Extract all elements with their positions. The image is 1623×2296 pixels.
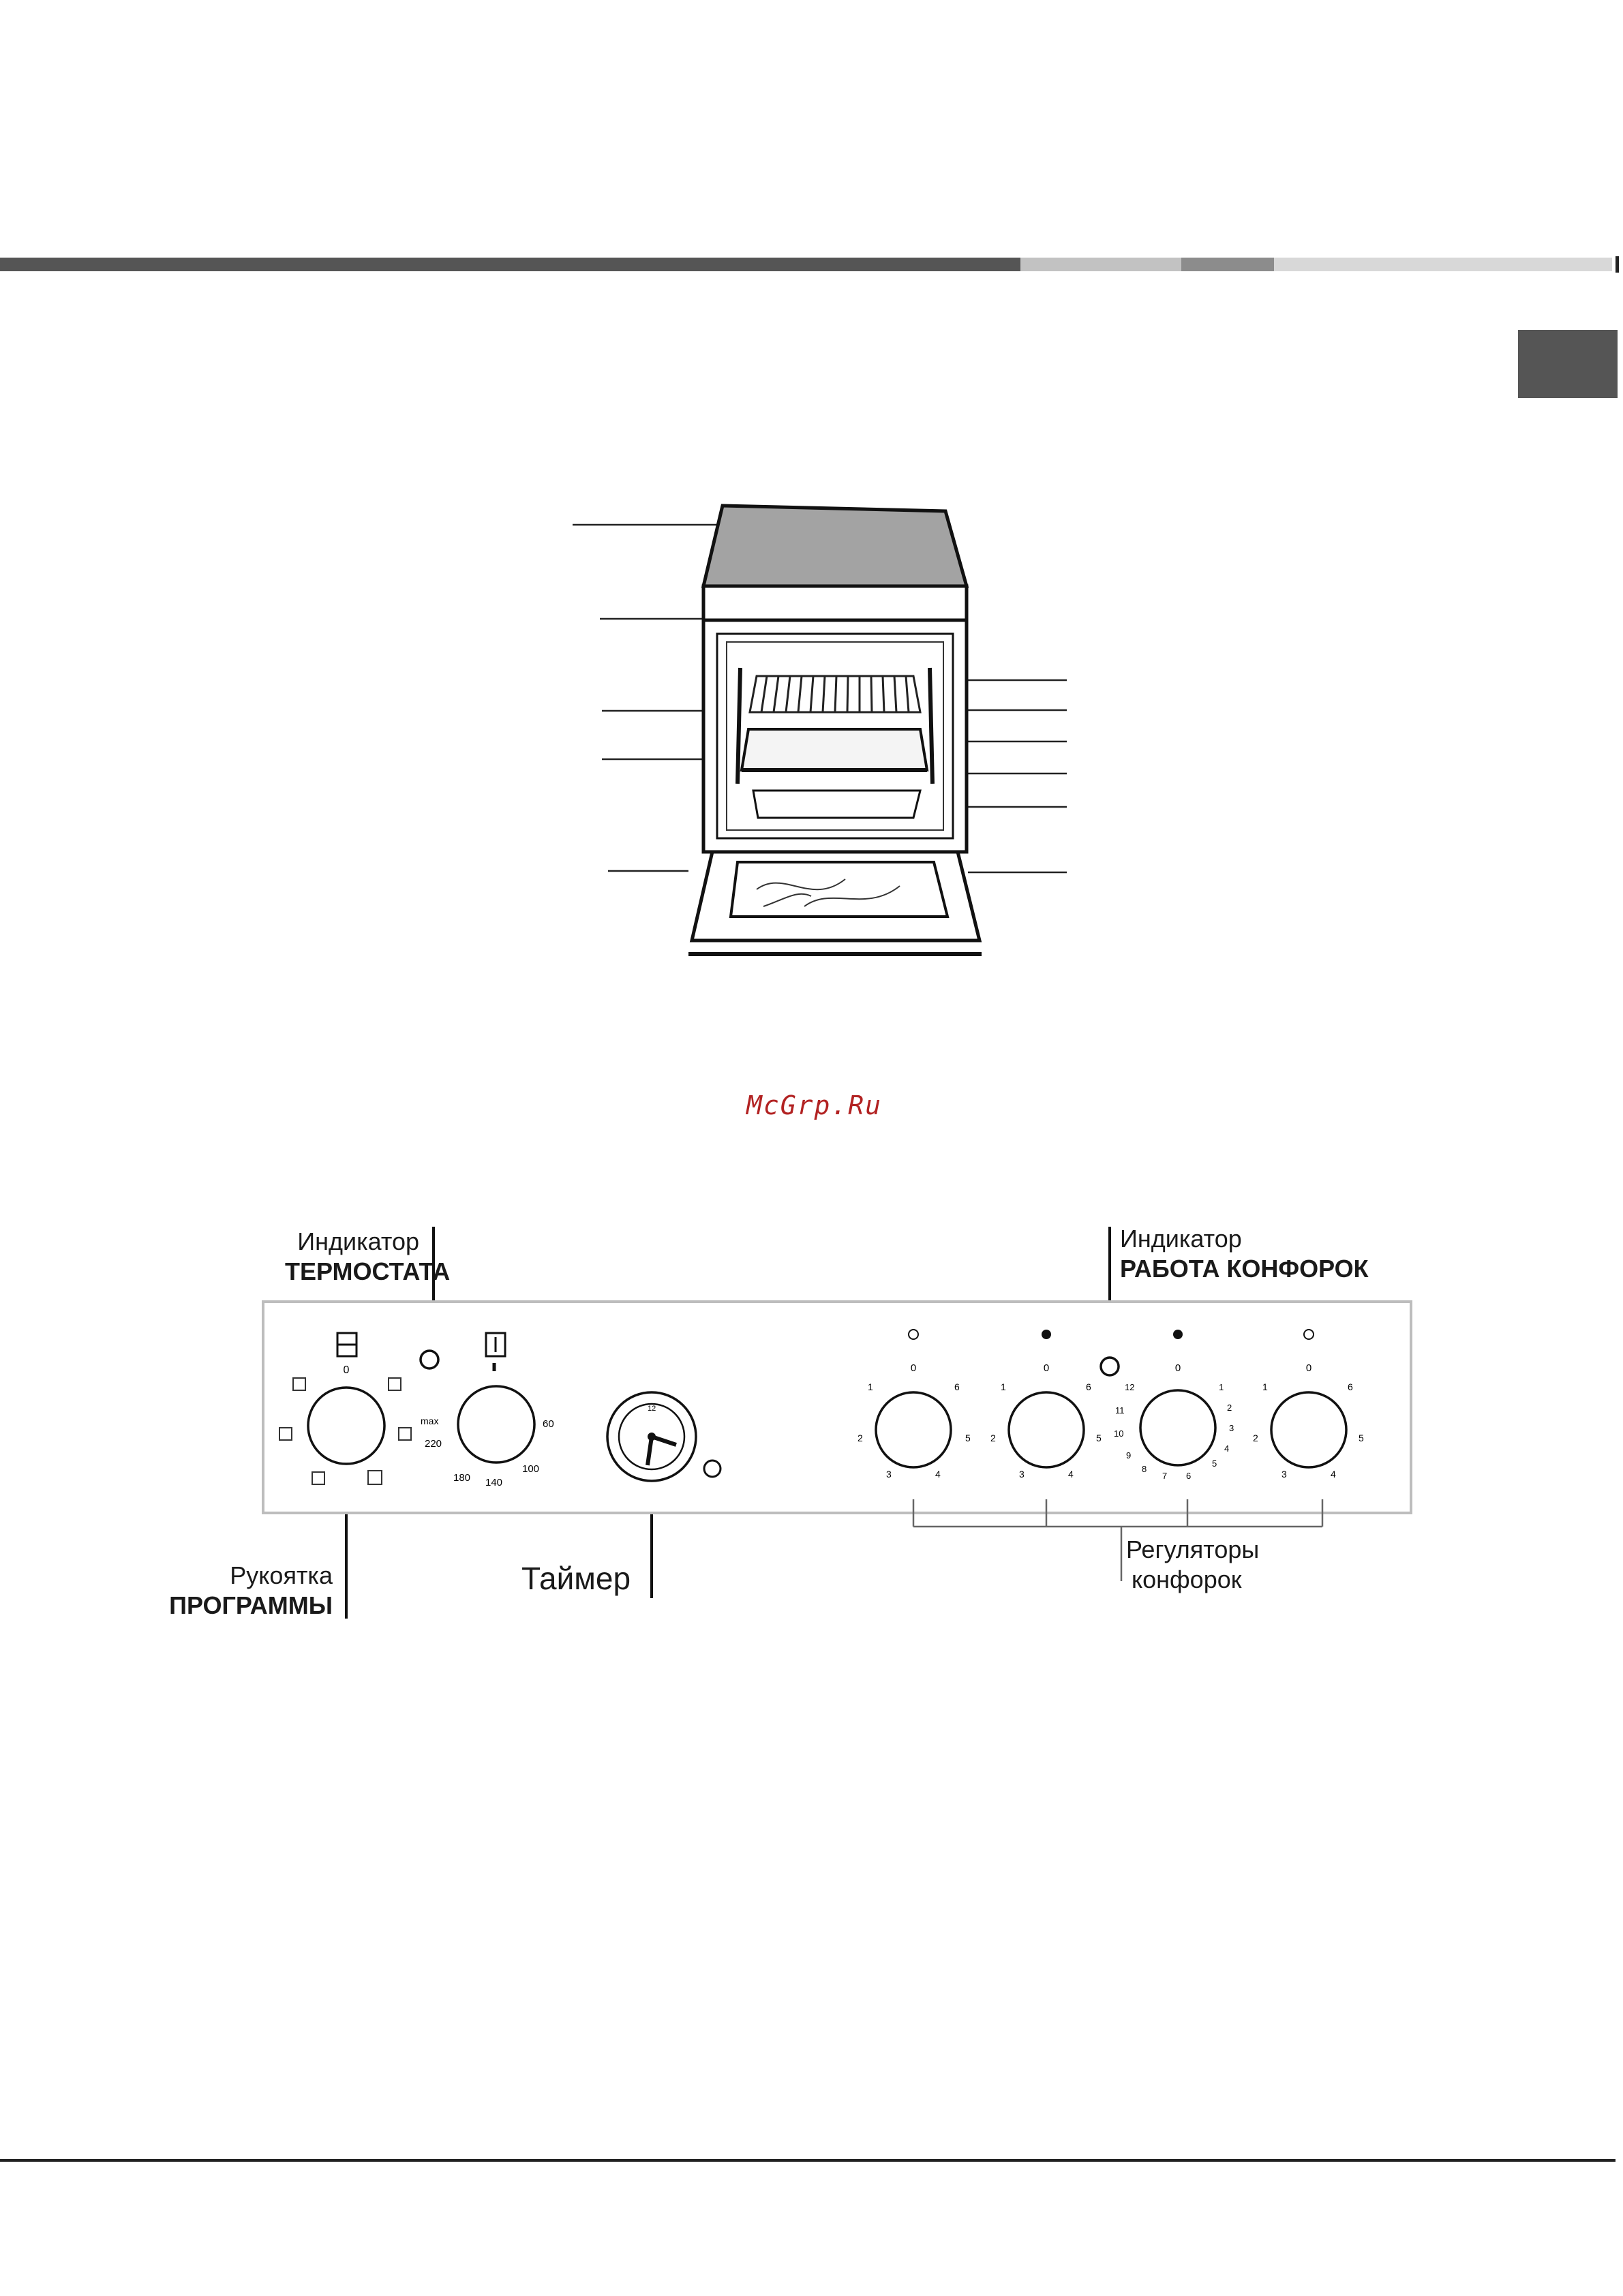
header-bar-end-mark: [1616, 256, 1619, 273]
thermostat-100-text: 100: [522, 1463, 540, 1475]
burner-knob-1[interactable]: [876, 1392, 951, 1467]
thermostat-knob[interactable]: [458, 1386, 534, 1463]
burner-4-label-6: 6: [1348, 1381, 1353, 1392]
burner-2-label-6: 6: [1086, 1381, 1091, 1392]
burner-symbol-2: [1042, 1330, 1051, 1339]
burner-controls-line1: Регуляторы: [1126, 1535, 1260, 1563]
burner-4-label-3: 3: [1281, 1469, 1287, 1480]
program-knob-line1: Рукоятка: [230, 1561, 333, 1589]
burner-symbol-3: [1173, 1330, 1183, 1339]
oven-tray: [742, 729, 927, 770]
burner-4-label-5: 5: [1359, 1433, 1364, 1443]
thermostat-140-text: 140: [485, 1477, 503, 1488]
burner-3-label-11: 11: [1115, 1405, 1125, 1415]
watermark: McGrp.Ru: [746, 1090, 883, 1120]
burner-1-label-4: 4: [935, 1469, 941, 1480]
burner-controls-line2: конфорок: [1132, 1565, 1242, 1593]
burner-3-label-1: 1: [1219, 1382, 1224, 1392]
burner-knob-2[interactable]: [1009, 1392, 1084, 1467]
control-panel: [259, 1220, 1418, 1629]
burner-indicator-line1: Индикатор: [1120, 1225, 1242, 1253]
thermostat-indicator-light: [421, 1351, 438, 1368]
burner-knob-4[interactable]: [1271, 1392, 1346, 1467]
oven-door-glass: [731, 862, 947, 917]
burner-4-label-4: 4: [1331, 1469, 1336, 1480]
footer-rule: [0, 2159, 1616, 2162]
oven-front-strip: [703, 586, 967, 620]
burner-3-label-8: 8: [1142, 1464, 1147, 1474]
program-knob-line2: ПРОГРАММЫ: [169, 1591, 333, 1619]
section-tab: [1518, 330, 1618, 398]
burner-3-label-2: 2: [1227, 1403, 1232, 1413]
burner-2-label-3: 3: [1019, 1469, 1025, 1480]
burner-2-label-4: 4: [1068, 1469, 1074, 1480]
control-panel-frame: [263, 1302, 1411, 1513]
burner-3-label-4: 4: [1224, 1443, 1230, 1454]
burner-4-label-2: 2: [1253, 1433, 1258, 1443]
burner-1-label-3: 3: [886, 1469, 892, 1480]
burner-4-zero: 0: [1305, 1362, 1312, 1374]
burner-2-label-5: 5: [1096, 1433, 1102, 1443]
burner-1-label-6: 6: [954, 1381, 960, 1392]
burner-1-label-1: 1: [868, 1381, 873, 1392]
burner-2-zero: 0: [1043, 1362, 1050, 1374]
thermostat-indicator-line1: Индикатор: [297, 1227, 419, 1255]
burner-2-label-2: 2: [990, 1433, 996, 1443]
burner-1-zero: 0: [910, 1362, 917, 1374]
burner-4-label-1: 1: [1262, 1381, 1268, 1392]
burner-1-label-2: 2: [858, 1433, 863, 1443]
header-bar-mid: [1181, 258, 1274, 271]
burner-knob-3[interactable]: [1140, 1390, 1215, 1465]
thermostat-60-text: 60: [543, 1418, 554, 1430]
timer-12-text: 12: [648, 1405, 656, 1413]
timer-label: Таймер: [521, 1561, 631, 1596]
timer-indicator-light: [704, 1460, 721, 1477]
oven-drip-pan: [753, 791, 920, 818]
oven-top: [703, 506, 967, 586]
burner-3-label-7: 7: [1162, 1471, 1168, 1481]
burner-indicator-line2: РАБОТА КОНФОРОК: [1120, 1255, 1369, 1283]
thermostat-220-text: 220: [425, 1438, 442, 1450]
burner-3-label-6: 6: [1186, 1471, 1192, 1481]
header-bar-light-2: [1274, 258, 1612, 271]
burner-symbol-4: [1304, 1330, 1314, 1339]
header-bar-dark: [0, 258, 1020, 271]
oven-illustration: [559, 498, 1104, 975]
burner-3-label-5: 5: [1212, 1458, 1217, 1469]
burner-2-label-1: 1: [1001, 1381, 1006, 1392]
header-bar-light-1: [1020, 258, 1181, 271]
burner-3-label-10: 10: [1114, 1428, 1124, 1439]
burner-3-label-9: 9: [1126, 1450, 1132, 1460]
program-knob[interactable]: [308, 1388, 384, 1464]
thermostat-max-text: max: [421, 1415, 439, 1426]
burner-1-label-5: 5: [965, 1433, 971, 1443]
burner-indicator-light: [1101, 1358, 1119, 1375]
burner-3-label-12: 12: [1125, 1382, 1135, 1392]
thermostat-180-text: 180: [453, 1472, 471, 1484]
burner-3-label-3: 3: [1229, 1423, 1234, 1433]
burner-symbol-1: [909, 1330, 918, 1339]
burner-3-zero: 0: [1174, 1362, 1181, 1374]
thermostat-indicator-line2: ТЕРМОСТАТА: [285, 1257, 451, 1285]
program-zero-text: 0: [343, 1364, 350, 1376]
